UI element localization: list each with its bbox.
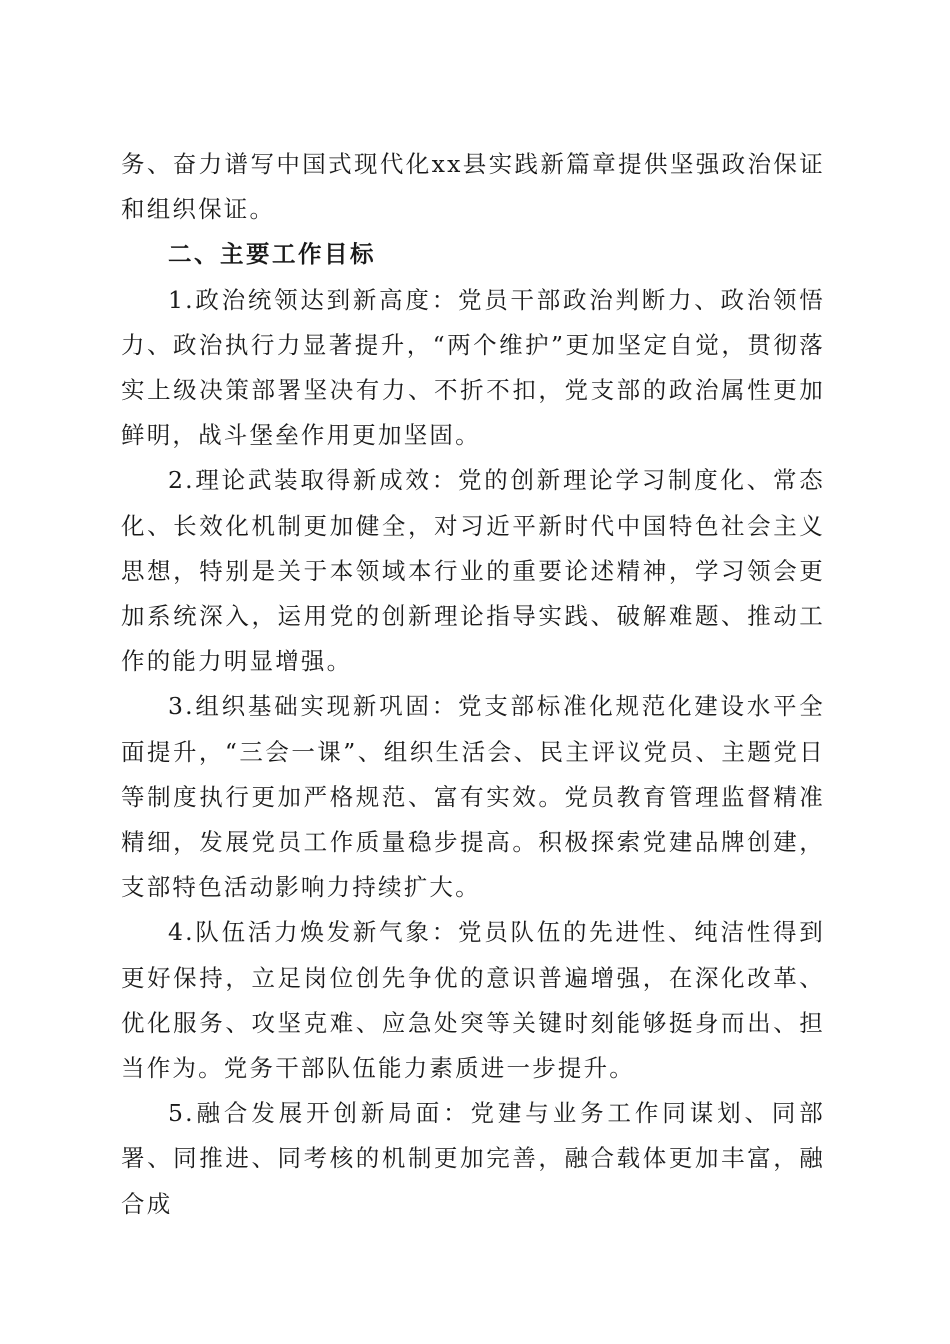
document-body: [121, 142, 825, 1227]
goal-item-3: 3.组织基础实现新巩固：党支部标准化规范化建设水平全面提升，“三会一课”、组织生活会、民主评议党员、主题党日等制度执行更加严格规范、富有实效。党员教育管理监督精准精细，发展党员工作质量稳步提高。积极探索党建品牌创建，支部特色活动影响力持续扩大。: [121, 692, 825, 902]
goal-item-2: 2.理论武装取得新成效：党的创新理论学习制度化、常态化、长效化机制更加健全，对习近平新时代中国特色社会主义思想，特别是关于本领域本行业的重要论述精神，学习领会更加系统深入，运用党的创新理论指导实践、破解难题、推动工作的能力明显增强。: [121, 466, 825, 676]
goal-item-5: 5.融合发展开创新局面：党建与业务工作同谋划、同部署、同推进、同考核的机制更加完善，融合载体更加丰富，融合成: [121, 1099, 825, 1218]
goal-item-4: 4.队伍活力焕发新气象：党员队伍的先进性、纯洁性得到更好保持，立足岗位创先争优的意识普遍增强，在深化改革、优化服务、攻坚克难、应急处突等关键时刻能够挺身而出、担当作为。党务干部队伍能力素质进一步提升。: [121, 918, 825, 1083]
goal-item-1: 1.政治统领达到新高度：党员干部政治判断力、政治领悟力、政治执行力显著提升，“两个维护”更加坚定自觉，贯彻落实上级决策部署坚决有力、不折不扣，党支部的政治属性更加鲜明，战斗堡垒作用更加坚固。: [121, 285, 825, 450]
section-heading: 二、主要工作目标: [168, 240, 376, 269]
continuation-paragraph: 务、奋力谱写中国式现代化xx县实践新篇章提供坚强政治保证和组织保证。: [121, 150, 825, 224]
